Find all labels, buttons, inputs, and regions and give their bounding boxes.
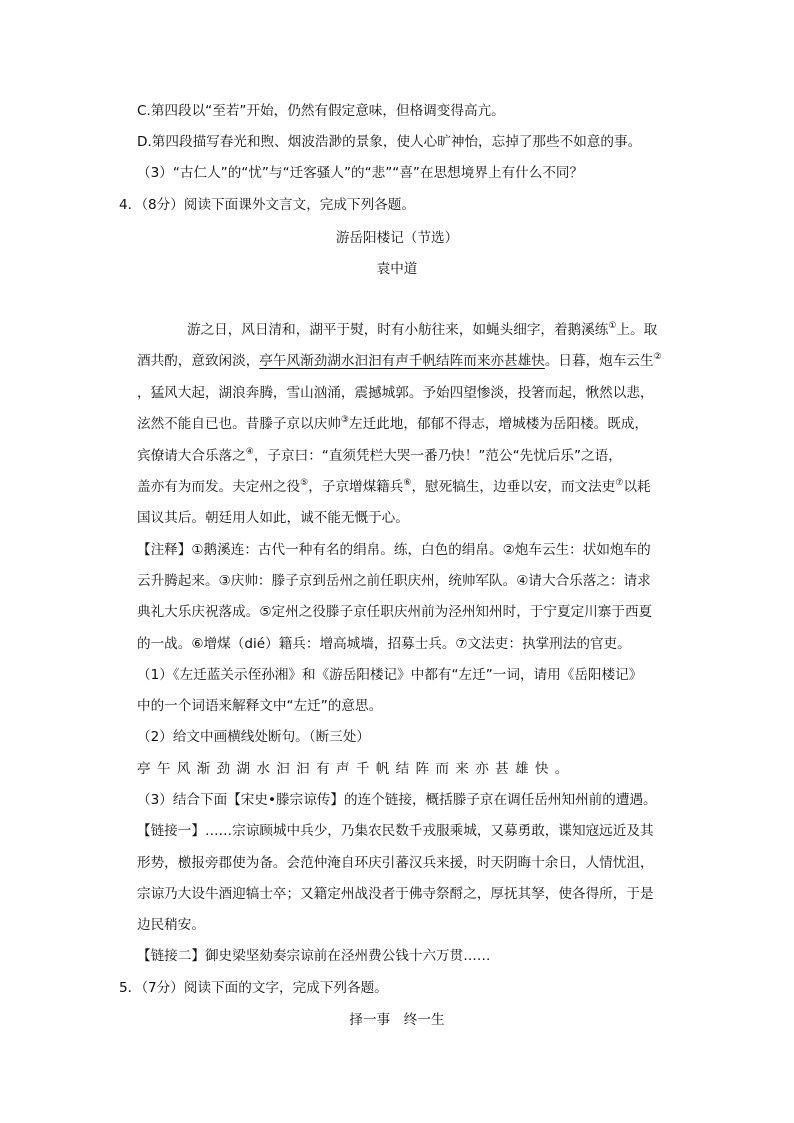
notes-line-2: 云升腾起来。③庆帅：滕子京到岳州之前任职庆州，统帅军队。④请大合乐落之：请求 (137, 573, 651, 589)
footnote-marker: ① (608, 321, 617, 331)
link-1-line-3: 宗谅乃大设牛酒迎犒士卒；又籍定州战没者于佛寺祭酹之，厚抚其孥，使各得所，于是 (137, 886, 654, 902)
footnote-marker: ② (653, 352, 662, 362)
notes-line-4: 的一战。⑥增煤（dié）籍兵：增高城墙，招募士兵。⑦文法吏：执掌刑法的官吏。 (137, 636, 631, 652)
sub-question-2-text: 亭午风渐劲湖水汩汩有声千帆结阵而来亦甚雄快。 (137, 761, 575, 777)
question-4-heading: 4．（8分）阅读下面课外文言文，完成下列各题。 (119, 197, 415, 213)
sub-question-1-line-1: （1）《左迁蓝关示侄孙湘》和《游岳阳楼记》中都有“左迁”一词，请用《岳阳楼记》 (137, 667, 643, 683)
sub-question-3: （3）结合下面【宋史•滕宗谅传】的连个链接，概括滕子京在调任岳州知州前的遭遇。 (137, 792, 657, 808)
passage-text: ，子京增煤籍兵 (308, 479, 404, 495)
link-1-line-1: 【链接一】……宗谅顾城中兵少，乃集农民数千戎服乘城，又募勇敢，谍知寇远近及其 (137, 823, 654, 839)
passage-line-2 (137, 351, 662, 371)
question-5-title: 择一事 终一生 (349, 1012, 445, 1028)
notes-line-1: 【注释】①鹅溪连：古代一种有名的绢帛。练，白色的绢帛。②炮车云生：状如炮车的 (137, 542, 651, 558)
option-c: C.第四段以“至若”开始，仍然有假定意味，但格调变得高亢。 (137, 103, 505, 119)
footnote-marker: ⑤ (300, 478, 309, 488)
passage-text: 以耗 (623, 479, 651, 495)
passage-line-7: 国议其后。朝廷用人如此，诚不能无慨于心。 (137, 510, 409, 526)
footnote-marker: ⑥ (403, 478, 412, 488)
passage-text: 游之日，风日清和，湖平于熨，时有小舫往来，如蝇头细字，着鹅溪练 (187, 322, 609, 338)
question-3-sub3: （3）“古仁人”的“忧”与“迁客骚人”的“悲”“喜”在思想境界上有什么不同？ (137, 165, 584, 181)
footnote-marker: ③ (340, 415, 349, 425)
link-1-line-4: 边民稍安。 (137, 917, 205, 933)
passage-text: ，慰死犒生，边垂以安，而文法吏 (411, 479, 616, 495)
sub-question-2: （2）给文中画横线处断句。（断三处） (137, 729, 370, 745)
passage-line-1 (187, 320, 657, 340)
link-2: 【链接二】御史梁坚劾奏宗谅前在泾州费公钱十六万贯…… (137, 948, 491, 964)
question-5-heading: 5．（7分）阅读下面的文字，完成下列各题。 (119, 980, 388, 996)
passage-text: 盖亦有为而发。夫定州之役 (137, 479, 301, 495)
footnote-marker: ④ (245, 447, 254, 457)
notes-line-3: 典礼大乐庆祝落成。⑤定州之役滕子京任职庆州前为泾州知州时，于宁夏定川寨于西夏 (137, 604, 653, 620)
sub-question-1-line-2: 中的一个词语来解释文中“左迁”的意思。 (137, 698, 383, 714)
passage-line-4 (137, 414, 648, 434)
passage-text: 上。取 (616, 322, 658, 338)
passage-title: 游岳阳楼记（节选） (335, 230, 459, 246)
passage-text: ，子京曰：“直须凭栏大哭一番乃快！”范公“先忧后乐”之语， (253, 448, 622, 464)
passage-line-5 (137, 446, 622, 466)
passage-text: 左迁此地，郁郁不得志，增城楼为岳阳楼。既成， (348, 416, 649, 432)
passage-text: 酒共酌，意致闲淡， (137, 353, 260, 369)
option-d: D.第四段描写春光和煦、烟波浩渺的景象，使人心旷神怡，忘掉了那些不如意的事。 (137, 134, 642, 150)
footnote-marker: ⑦ (615, 478, 624, 488)
passage-text: 宾僚请大合乐落之 (137, 448, 246, 464)
link-1-line-2: 形势，檄报旁郡使为备。会范仲淹自环庆引蕃汉兵来援，时天阴晦十余日，人情忧沮， (137, 855, 654, 871)
passage-text: 泫然不能自已也。昔滕子京以庆帅 (137, 416, 341, 432)
passage-author: 袁中道 (376, 261, 418, 277)
passage-text: 。日暮，炮车云生 (544, 353, 654, 369)
passage-line-3: ，猛风大起，湖浪奔腾，雪山汹涌，震撼城郭。予始四望惨淡，投箸而起，愀然以悲， (137, 385, 654, 401)
passage-line-6 (137, 477, 651, 497)
underlined-sentence: 亭午风渐劲湖水汩汩有声千帆结阵而来亦甚雄快 (259, 353, 545, 369)
